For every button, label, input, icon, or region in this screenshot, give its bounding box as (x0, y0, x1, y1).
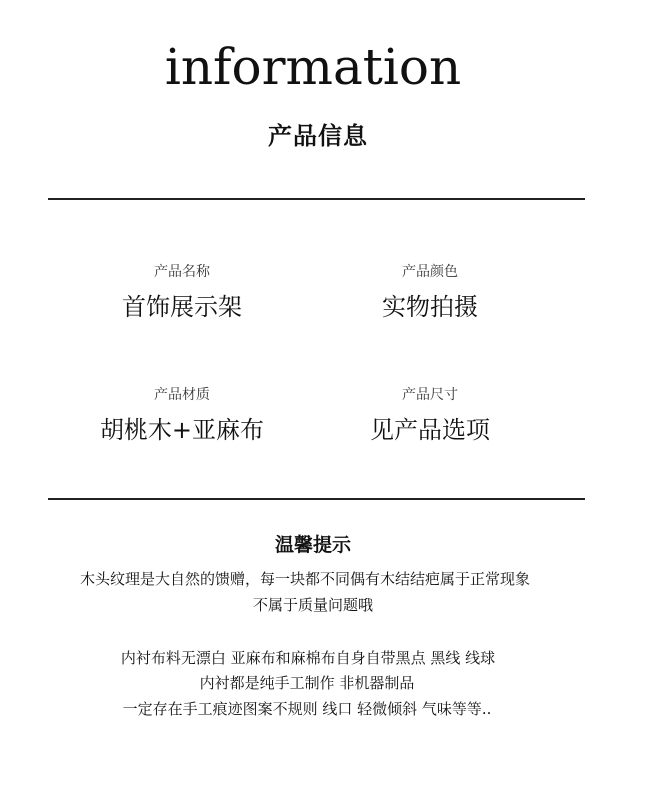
tip-line: 不属于质量问题哦 (252, 596, 373, 614)
spec-value: 首饰展示架 (122, 293, 242, 321)
spec-value: 见产品选项 (370, 416, 490, 444)
spec-value: 实物拍摄 (382, 293, 478, 321)
spec-product-material (62, 388, 302, 442)
bottom-divider (48, 498, 585, 500)
tip-line: 木头纹理是大自然的馈赠，每一块都不同偶有木结结疤属于正常现象 (79, 570, 530, 588)
top-divider (48, 198, 585, 200)
title-english: information (164, 38, 462, 96)
spec-product-size (310, 388, 550, 442)
spec-product-name (62, 265, 302, 319)
spec-label: 产品名称 (154, 264, 210, 280)
spec-label: 产品颜色 (402, 264, 458, 280)
tips-title: 温馨提示 (274, 534, 351, 556)
spec-product-color (310, 265, 550, 319)
spec-label: 产品材质 (154, 387, 210, 403)
tip-line: 内衬布料无漂白 亚麻布和麻棉布自身自带黑点 黑线 线球 (120, 649, 496, 667)
spec-label: 产品尺寸 (402, 387, 458, 403)
tip-line: 内衬都是纯手工制作 非机器制品 (199, 674, 415, 692)
spec-value: 胡桃木+亚麻布 (99, 416, 265, 444)
tip-line: 一定存在手工痕迹图案不规则 线口 轻微倾斜 气味等等.. (122, 700, 492, 718)
title-chinese: 产品信息 (268, 122, 368, 150)
